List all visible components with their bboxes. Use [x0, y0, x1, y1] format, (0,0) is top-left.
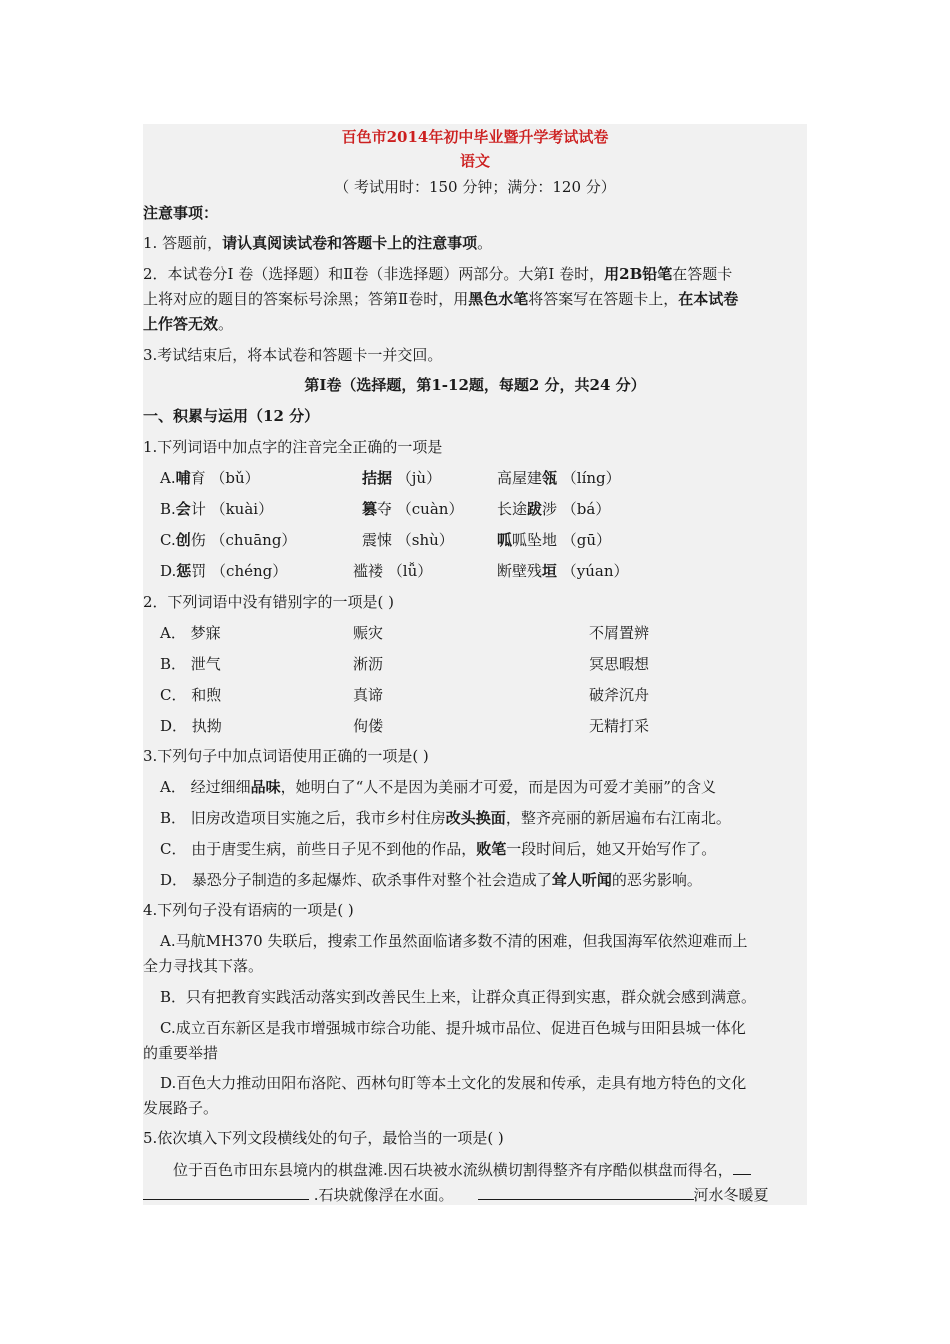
q4-stem: 4.下列句子没有语病的一项是( ): [143, 901, 354, 919]
notice-item-2-line-1: [143, 264, 807, 284]
notice-item-1-text: 1. 答题前，: [143, 234, 223, 252]
notice-heading: 注意事项：: [143, 204, 219, 222]
q1-a-pinyin: 育 （bǔ）: [190, 469, 260, 487]
notice-item-2-l2-text: 上将对应的题目的答案标号涂黑；答第Ⅱ卷时，用: [143, 290, 469, 308]
q3-d-pre: D． 暴恐分子制造的多起爆炸、砍杀事件对整个社会造成了: [160, 871, 552, 889]
q5-passage-text: 位于百色市田东县境内的棋盘滩.因石块被水流纵横切割得整齐有序酷似棋盘而得名，: [173, 1161, 733, 1179]
q3-option-d: [160, 870, 807, 890]
q2-c-col2: 真谛: [353, 686, 384, 704]
q1-row-c-col1: [160, 530, 296, 550]
notice-item-2-line-2: [143, 289, 807, 309]
q4-option-c-line-1: C.成立百东新区是我市增强城市综合功能、提升城市品位、促进百色城与田阳县城一体化: [160, 1019, 746, 1037]
notice-item-3: 3.考试结束后，将本试卷和答题卡一并交回。: [143, 346, 443, 364]
notice-item-2-bold: 用2B铅笔: [604, 265, 673, 283]
q1-b-pinyin: 计 （kuài）: [190, 500, 274, 518]
q1-b-dot3: 跋: [527, 500, 543, 518]
q1-row-a-col1: [160, 468, 260, 488]
q1-row-d-col3: [497, 561, 629, 581]
q1-b-pinyin2: 夺 （cuàn）: [377, 500, 464, 518]
q2-a-col3: 不屑置辨: [589, 624, 650, 642]
notice-item-1-bold: 请认真阅读试卷和答题卡上的注意事项: [222, 234, 478, 252]
q3-d-bold: 耸人听闻: [551, 871, 612, 889]
q1-c-label: C.: [160, 531, 176, 549]
q1-row-d-col2: [353, 561, 432, 581]
q3-b-bold: 改头换面: [445, 809, 506, 827]
q1-c-word2: 震悚 （shù）: [362, 531, 454, 549]
q1-row-b-col1: [160, 499, 273, 519]
q1-c-word3: 呱坠地 （gū）: [512, 531, 612, 549]
exam-title: 百色市2014年初中毕业暨升学考试试卷: [341, 128, 609, 146]
q1-stem: 1.下列词语中加点字的注音完全正确的一项是: [143, 438, 443, 456]
q3-d-post: 的恶劣影响。: [611, 871, 702, 889]
q1-a-pinyin3: （líng）: [557, 469, 621, 487]
notice-item-1-end: 。: [477, 234, 493, 252]
q1-row-a-col2: [362, 468, 441, 488]
section-heading: 一、积累与运用（12 分）: [143, 407, 320, 425]
notice-item-2-l3-bold: 上作答无效: [143, 315, 219, 333]
q3-option-b: [160, 808, 807, 828]
q1-a-word2: 拮据: [362, 469, 393, 487]
q1-d-word2: 褴褛 （lǚ）: [353, 562, 433, 580]
q1-c-pinyin: 伤 （chuāng）: [190, 531, 297, 549]
q1-row-c-col3: [497, 530, 611, 550]
q1-c-dot-char: 创: [175, 531, 191, 549]
q2-c-col3: 破斧沉舟: [589, 686, 650, 704]
q4-option-d-line-2: 发展路子。: [143, 1099, 219, 1117]
q1-d-dot-char: 惩: [176, 562, 192, 580]
q2-stem: 2．下列词语中没有错别字的一项是( ): [143, 593, 395, 611]
q4-option-b: B．只有把教育实践活动落实到改善民生上来，让群众真正得到实惠，群众就会感到满意。: [160, 988, 757, 1006]
q5-stem: 5.依次填入下列文段横线处的句子，最恰当的一项是( ): [143, 1129, 504, 1147]
q3-a-pre: A． 经过细细: [160, 778, 251, 796]
q4-option-a-line-2: 全力寻找其下落。: [143, 957, 264, 975]
notice-item-2-line-3: [143, 314, 807, 334]
notice-item-2-l3-end: 。: [218, 315, 234, 333]
q1-b-word3: 长途: [497, 500, 528, 518]
q5-passage-mid: .石块就像浮在水面。: [309, 1186, 454, 1204]
q4-option-c-line-2: 的重要举措: [143, 1044, 219, 1062]
q1-row-c-col2: [362, 530, 454, 550]
q5-blank-1a: [733, 1160, 751, 1175]
notice-item-2-l2-mid: 将答案写在答题卡上，: [528, 290, 679, 308]
q2-d-col3: 无精打采: [589, 717, 650, 735]
q1-d-word3: 断壁残: [497, 562, 543, 580]
q1-d-pinyin: 罚 （chéng）: [191, 562, 288, 580]
q1-row-d-col1: [160, 561, 287, 581]
q2-b-col1: B． 泄气: [160, 655, 221, 673]
q4-option-a-line-1: A.马航MH370 失联后，搜索工作虽然面临诸多数不清的困难，但我国海军依然迎难而上: [160, 932, 748, 950]
q1-b-pinyin3: 涉 （bá）: [542, 500, 611, 518]
q2-b-col2: 淅沥: [353, 655, 384, 673]
q1-row-b-col3: [497, 499, 610, 519]
q1-row-a-col3: [497, 468, 621, 488]
q3-b-post: ，整齐亮丽的新居遍布右江南北。: [505, 809, 731, 827]
q3-c-post: 一段时间后，她又开始写作了。: [506, 840, 717, 858]
q5-blank-1b: [143, 1185, 309, 1200]
notice-item-2-l2-bold-end: 在本试卷: [678, 290, 739, 308]
q3-a-post: ，她明白了“人不是因为美丽才可爱，而是因为可爱才美丽”的含义: [280, 778, 716, 796]
q3-c-pre: C． 由于唐雯生病，前些日子见不到他的作品，: [160, 840, 477, 858]
q5-passage-line-1: [173, 1160, 807, 1180]
q1-row-b-col2: [362, 499, 463, 519]
exam-timing: （ 考试用时：150 分钟；满分：120 分）: [334, 178, 616, 196]
q1-a-pinyin2: （jù）: [392, 469, 442, 487]
q2-a-col1: A． 梦寐: [160, 624, 221, 642]
q5-passage-line-2: [143, 1185, 807, 1205]
q1-c-dot3: 呱: [497, 531, 513, 549]
q3-option-a: [160, 777, 807, 797]
q1-a-word3: 高屋建: [497, 469, 543, 487]
q3-stem: 3.下列句子中加点词语使用正确的一项是( ): [143, 747, 429, 765]
q3-a-bold: 品味: [250, 778, 281, 796]
q2-b-col3: 冥思暇想: [589, 655, 650, 673]
q5-passage-end: 河水冬暖夏: [693, 1186, 769, 1204]
q3-option-c: [160, 839, 807, 859]
q1-b-label: B.: [160, 500, 176, 518]
notice-item-2-l2-bold: 黑色水笔: [468, 290, 529, 308]
q2-d-col1: D． 执拗: [160, 717, 222, 735]
q1-b-dot-char: 会: [175, 500, 191, 518]
notice-item-2-text: 2．本试卷分Ⅰ 卷（选择题）和Ⅱ卷（非选择题）两部分。大第Ⅰ 卷时，: [143, 265, 605, 283]
q1-a-dot3: 瓴: [542, 469, 558, 487]
notice-item-1: [143, 233, 807, 253]
q5-blank-2: [478, 1185, 694, 1200]
subject-title: 语文: [459, 152, 490, 170]
q1-d-label: D.: [160, 562, 177, 580]
q1-d-dot3: 垣: [542, 562, 558, 580]
part1-heading: 第Ⅰ卷（选择题，第1-12题，每题2 分，共24 分）: [304, 376, 646, 394]
q4-option-d-line-1: D.百色大力推动田阳布洛陀、西林句盯等本土文化的发展和传承，走具有地方特色的文化: [160, 1074, 747, 1092]
notice-item-2-text-end: 在答题卡: [672, 265, 733, 283]
q3-b-pre: B． 旧房改造项目实施之后，我市乡村住房: [160, 809, 446, 827]
q2-a-col2: 赈灾: [353, 624, 384, 642]
q2-d-col2: 佝偻: [353, 717, 384, 735]
q1-a-label: A.: [160, 469, 176, 487]
q1-a-dot-char: 哺: [175, 469, 191, 487]
q1-d-pinyin3: （yúan）: [557, 562, 629, 580]
q3-c-bold: 败笔: [476, 840, 507, 858]
q2-c-col1: C． 和煦: [160, 686, 222, 704]
q1-b-word2: 篡: [362, 500, 378, 518]
